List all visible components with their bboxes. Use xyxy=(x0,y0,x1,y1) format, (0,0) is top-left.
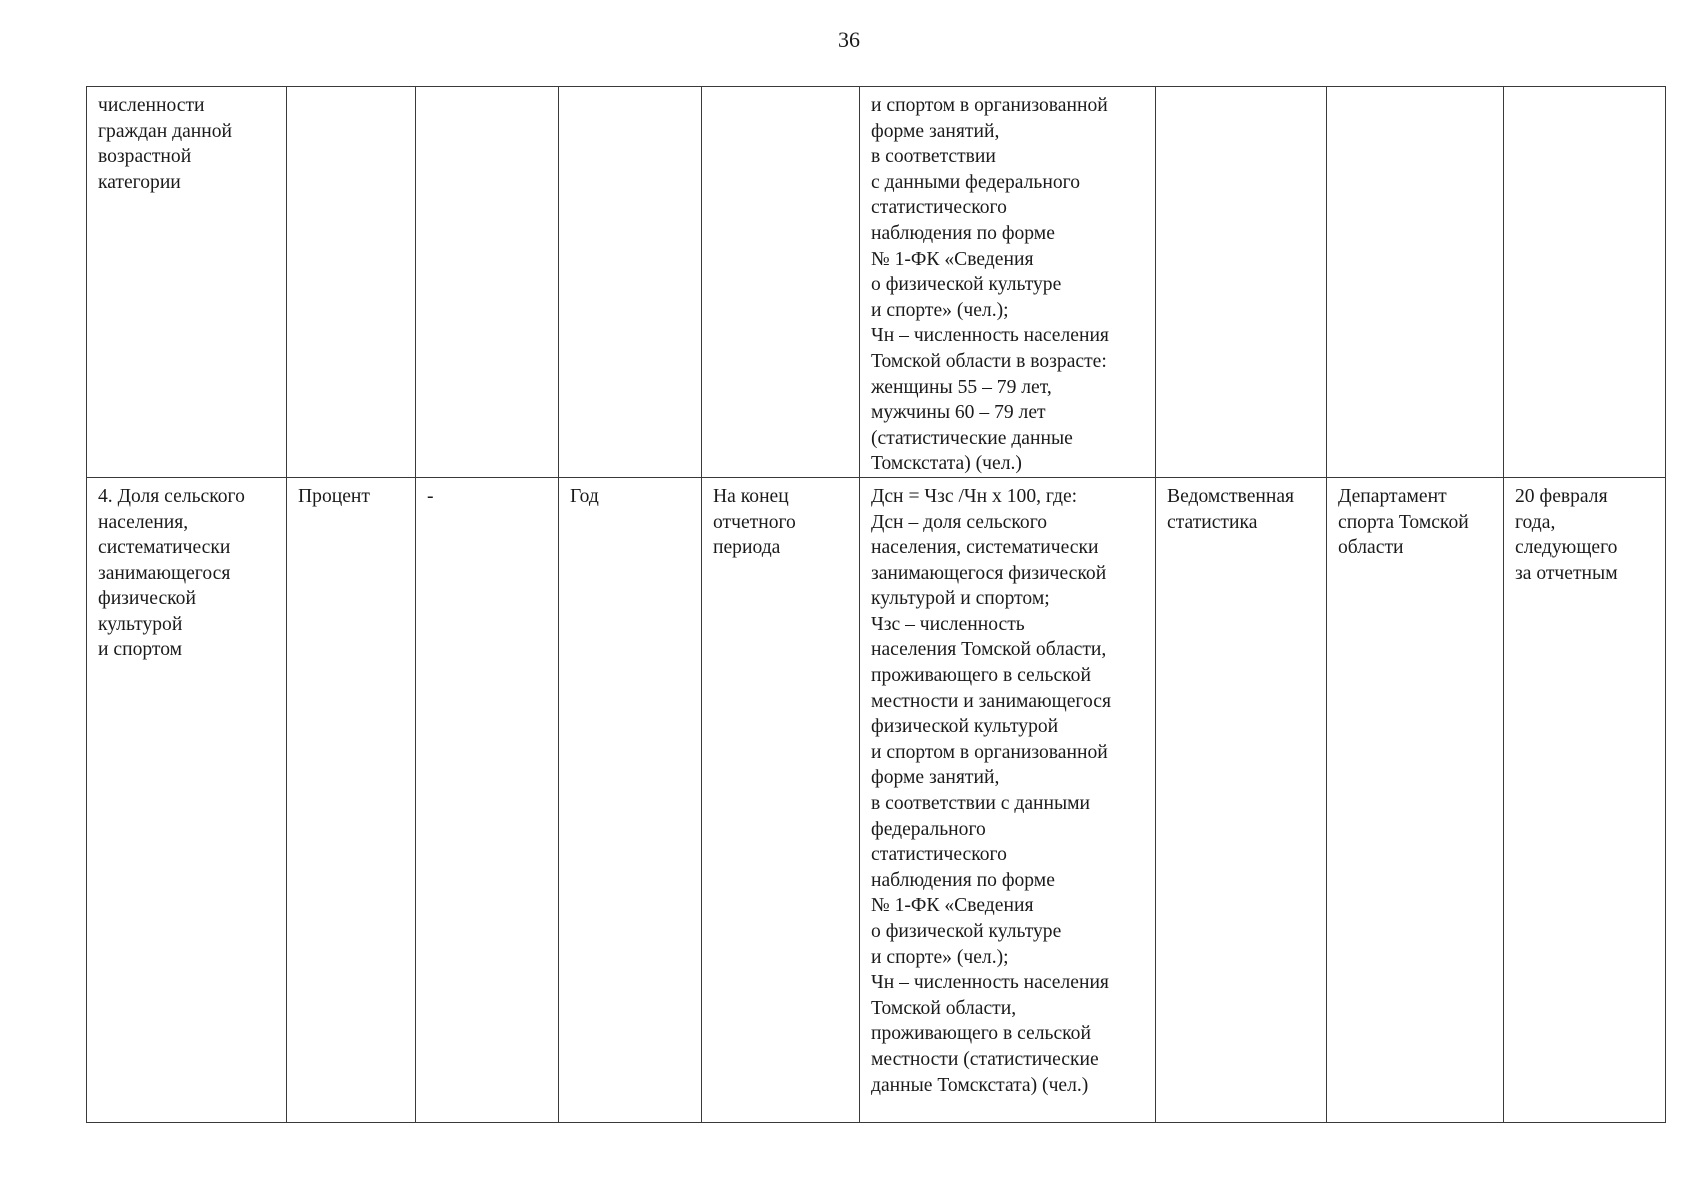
cell-deadline xyxy=(1504,87,1666,478)
cell-col3: - xyxy=(416,477,559,1122)
cell-deadline: 20 февраля года, следующего за отчетным xyxy=(1504,477,1666,1122)
cell-unit xyxy=(287,87,416,478)
cell-responsible: Департамент спорта Томской области xyxy=(1327,477,1504,1122)
cell-data-source: Ведомственная статистика xyxy=(1156,477,1327,1122)
page-number: 36 xyxy=(838,27,860,52)
cell-calculation-method: и спортом в организованной форме занятий, в соответствии с данными федерального статистического наблюдения по форме № 1-ФК «Сведения о физической культуре и спорте» (чел.); Чн – численность населения Томской области в возрасте: женщины 55 – 79 лет, мужчины 60 – 79 лет (статистические данные Томскстата) (чел.) xyxy=(860,87,1156,478)
cell-time-characteristic: На конец отчетного периода xyxy=(702,477,860,1122)
cell-calculation-method: Дсн = Чзс /Чн х 100, где: Дсн – доля сельского населения, систематически занимающегося физической культурой и спортом; Чзс – численность населения Томской области, проживающего в сельской местности и занимающегося физической культурой и спортом в организованной форме занятий, в соответствии с данными федерального статистического наблюдения по форме № 1-ФК «Сведения о физической культуре и спорте» (чел.); Чн – численность населения Томской области, проживающего в сельской местности (статистические данные Томскстата) (чел.) xyxy=(860,477,1156,1122)
cell-data-source xyxy=(1156,87,1327,478)
cell-periodicity: Год xyxy=(559,477,702,1122)
indicator-table xyxy=(86,86,1666,1123)
cell-time-characteristic xyxy=(702,87,860,478)
cell-indicator-name: численности граждан данной возрастной категории xyxy=(87,87,287,478)
cell-responsible xyxy=(1327,87,1504,478)
cell-indicator-name: 4. Доля сельского населения, систематически занимающегося физической культурой и спортом xyxy=(87,477,287,1122)
cell-periodicity xyxy=(559,87,702,478)
cell-unit: Процент xyxy=(287,477,416,1122)
table-row-indicator-4 xyxy=(87,477,1666,1122)
cell-col3 xyxy=(416,87,559,478)
table-row-continuation xyxy=(87,87,1666,478)
